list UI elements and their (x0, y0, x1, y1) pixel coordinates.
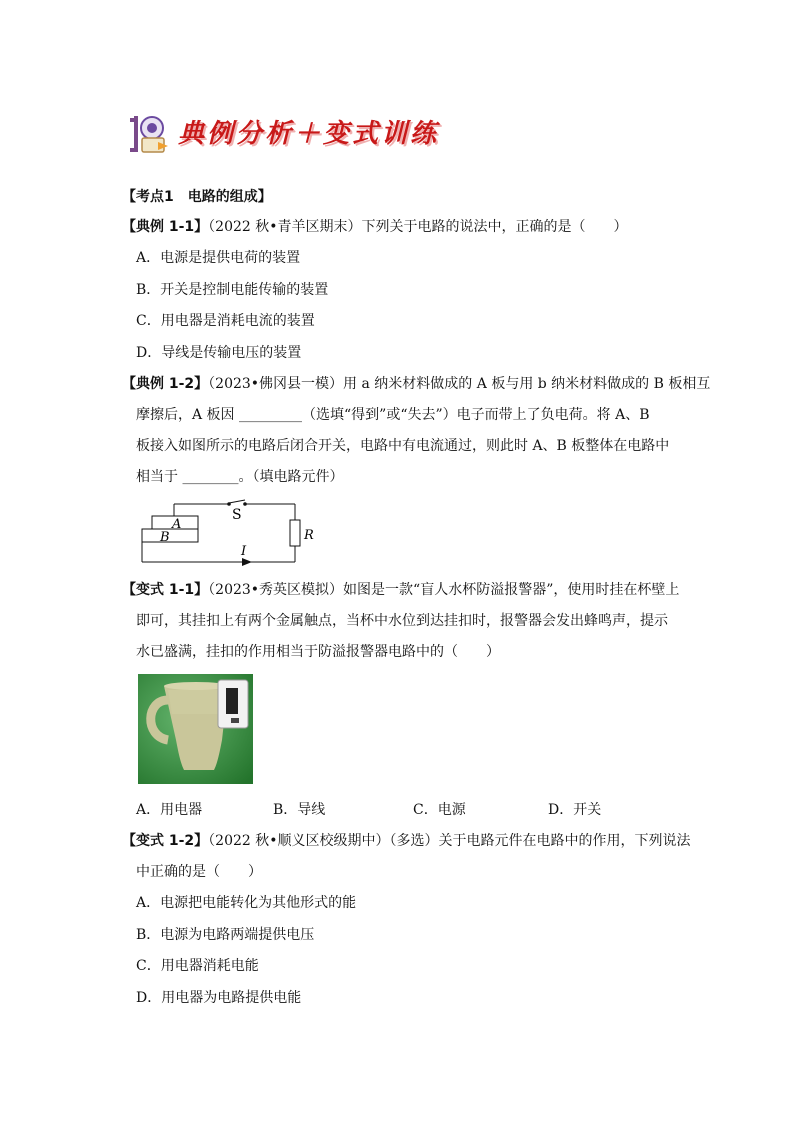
header-icon (128, 112, 176, 156)
variant-1-2-line-1 (122, 831, 691, 851)
variant-1-1-line-1 (122, 580, 679, 600)
example-1-1-text: （2022 秋•青羊区期末）下列关于电路的说法中，正确的是（ ） (208, 219, 628, 235)
example-1-2-line-4: 相当于 ________。（填电路元件） (136, 469, 344, 485)
page-title: 典例分析＋变式训练 (178, 119, 440, 149)
example-1-2-line-3: 板接入如图所示的电路后闭合开关，电路中有电流通过，则此时 A、B 板整体在电路中 (136, 438, 670, 454)
variant-1-2-tag: 【变式 1-2】 (122, 833, 209, 849)
example-1-2-line-2: 摩擦后，A 板因 _________（选填“得到”或“失去”）电子而带上了负电荷。将 A、B (136, 407, 650, 423)
example-1-1-option-a: A．电源是提供电荷的装置 (136, 250, 301, 266)
variant-1-1-option-c: C．电源 (413, 802, 466, 818)
switch-contact-right (243, 502, 247, 506)
example-1-1-option-d: D．导线是传输电压的装置 (136, 345, 302, 361)
current-label: I (241, 544, 247, 559)
variant-1-2-option-c: C．用电器消耗电能 (136, 958, 259, 974)
variant-1-1-line-3: 水已盛满，挂扣的作用相当于防溢报警器电路中的（ ） (136, 644, 500, 660)
variant-1-1-text: （2023•秀英区模拟）如图是一款“盲人水杯防溢报警器”，使用时挂在杯壁上 (208, 582, 680, 598)
resistor-label: R (304, 528, 314, 543)
switch-label: S (232, 507, 242, 523)
variant-1-2-option-a: A．电源把电能转化为其他形式的能 (136, 895, 357, 911)
example-1-2-tag: 【典例 1-2】 (122, 376, 209, 392)
variant-1-2-text: （2022 秋•顺义区校级期中）（多选）关于电路元件在电路中的作用，下列说法 (208, 833, 691, 849)
variant-1-1-tag: 【变式 1-1】 (122, 582, 209, 598)
circuit-diagram (136, 498, 316, 570)
mug-alarm-photo (138, 674, 253, 784)
variant-1-1-option-b: B．导线 (273, 802, 326, 818)
variant-1-1-option-a: A．用电器 (136, 802, 203, 818)
variant-1-1-line-2: 即可，其挂扣上有两个金属触点，当杯中水位到达挂扣时，报警器会发出蜂鸣声，提示 (136, 613, 668, 629)
switch-contact-left (227, 502, 231, 506)
variant-1-1-option-d: D．开关 (548, 802, 602, 818)
example-1-1-option-b: B．开关是控制电能传输的装置 (136, 282, 329, 298)
plate-a-label: A (172, 517, 182, 532)
switch-blade (229, 500, 245, 503)
example-1-2-text: （2023•佛冈县一模）用 a 纳米材料做成的 A 板与用 b 纳米材料做成的 B 板相互 (208, 376, 711, 392)
current-arrow (242, 558, 252, 566)
plate-b-label: B (160, 530, 170, 545)
example-1-1-stem (122, 217, 628, 237)
example-1-1-tag: 【典例 1-1】 (122, 219, 209, 235)
variant-1-2-line-2: 中正确的是（ ） (136, 864, 262, 880)
variant-1-2-option-b: B．电源为电路两端提供电压 (136, 927, 315, 943)
example-1-2-line-1 (122, 374, 710, 394)
plate-b (142, 529, 198, 542)
example-1-1-option-c: C．用电器是消耗电流的装置 (136, 313, 315, 329)
resistor-symbol (290, 520, 300, 546)
variant-1-2-option-d: D．用电器为电路提供电能 (136, 990, 302, 1006)
section-heading: 【考点1 电路的组成】 (122, 189, 272, 205)
